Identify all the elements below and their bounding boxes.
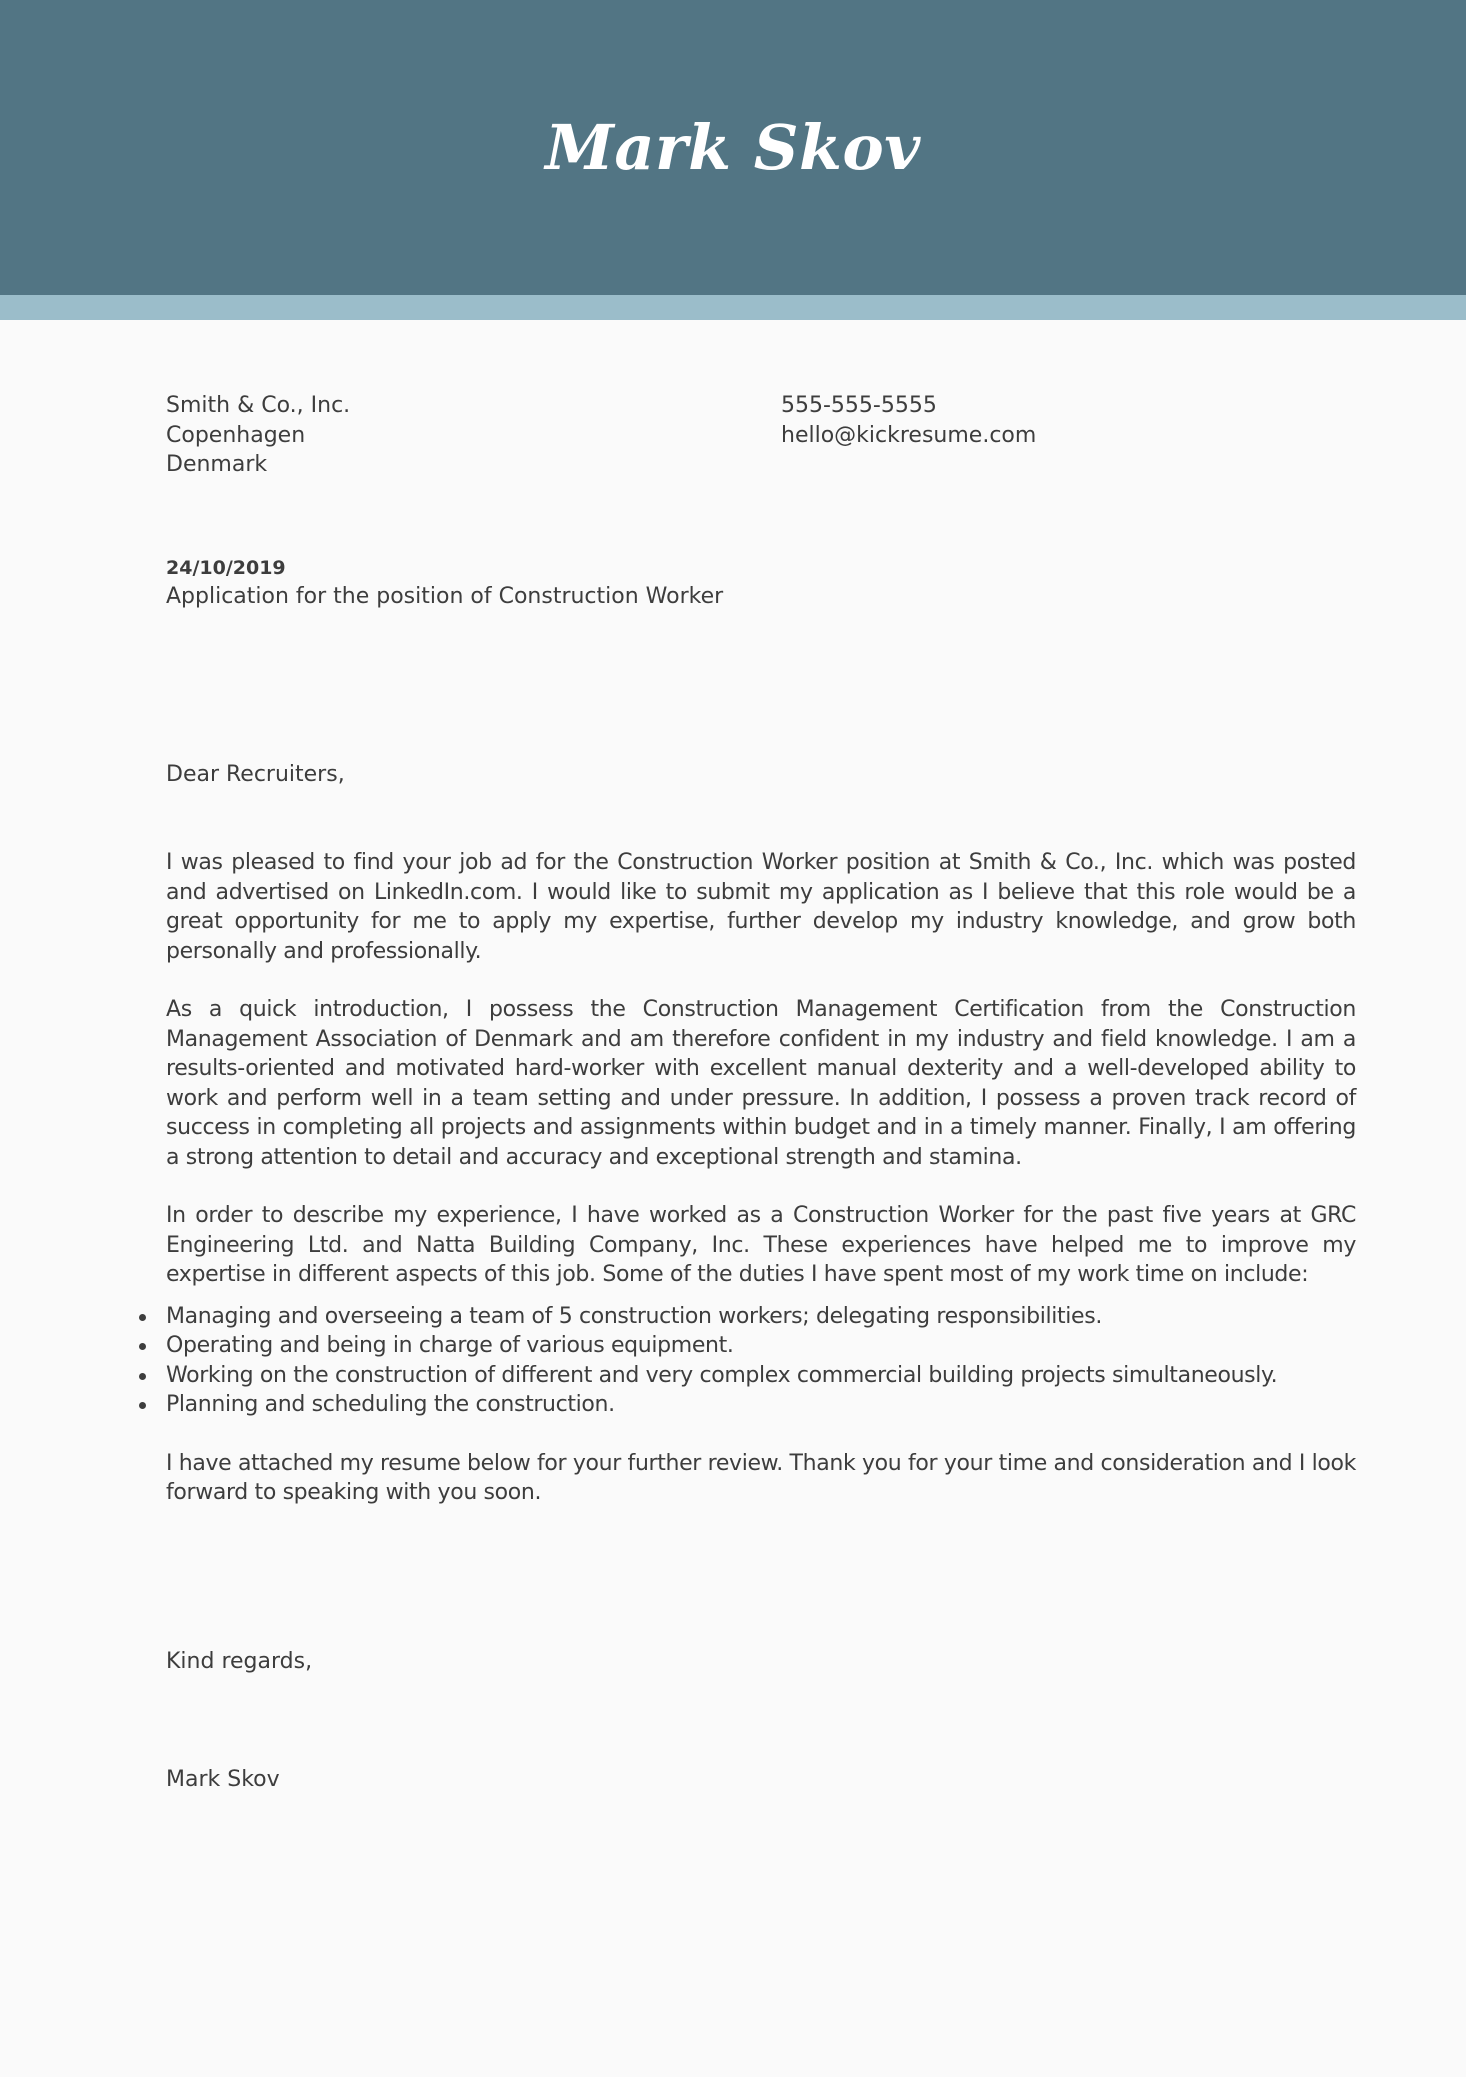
- sender-contact: [781, 391, 1036, 450]
- recipient-country: Denmark: [166, 452, 268, 477]
- final-paragraph: I have attached my resume below for your further review. Thank you for your time and consideration and I look forward to speaking with you soon.: [166, 1450, 1356, 1505]
- duty-item: [166, 1390, 1356, 1420]
- sender-phone: 555-555-5555: [781, 393, 937, 418]
- sender-email: hello@kickresume.com: [781, 422, 1037, 448]
- letter-body: [166, 848, 1356, 1537]
- duty-text: Operating and being in charge of various equipment.: [166, 1333, 734, 1358]
- bullet-icon: [139, 1373, 146, 1380]
- duty-text: Planning and scheduling the construction.: [166, 1392, 615, 1417]
- closing: Kind regards,: [166, 1649, 313, 1674]
- body-paragraph: In order to describe my experience, I have worked as a Construction Worker for the past five years at GRC Engineering Ltd. and Natta Building Company, Inc. These experiences have helped me to improve my expertise in different aspects of this job. Some of the duties I have spent most of my work time on include:: [166, 1203, 1356, 1287]
- duty-text: Managing and overseeing a team of 5 construction workers; delegating responsibilities.: [166, 1303, 1102, 1329]
- duty-text: Working on the construction of different and very complex commercial building projects simultaneously.: [166, 1362, 1278, 1388]
- duties-list: [166, 1302, 1356, 1420]
- duty-item: [166, 1302, 1356, 1332]
- accent-band: [0, 295, 1466, 320]
- duty-item: [166, 1361, 1356, 1391]
- bullet-icon: [139, 1343, 146, 1350]
- recipient-company: Smith & Co., Inc.: [166, 393, 351, 418]
- bullet-icon: [139, 1402, 146, 1409]
- letter-subject: Application for the position of Construction Worker: [166, 584, 724, 609]
- signature: Mark Skov: [166, 1767, 280, 1792]
- body-paragraph: As a quick introduction, I possess the Construction Management Certification from the Construction Management Association of Denmark and am therefore confident in my industry and field knowledge. I am a results-oriented and motivated hard-worker with excellent manual dexterity and a well-developed ability to work and perform well in a team setting and under pressure. In addition, I possess a proven track record of success in completing all projects and assignments within budget and in a timely manner. Finally, I am offering a strong attention to detail and accuracy and exceptional strength and stamina.: [166, 997, 1356, 1170]
- applicant-name: Mark Skov: [545, 111, 921, 184]
- letter-date: 24/10/2019: [166, 557, 286, 579]
- salutation: Dear Recruiters,: [166, 762, 345, 787]
- duty-item: [166, 1331, 1356, 1361]
- bullet-icon: [139, 1314, 146, 1321]
- recipient-address: [166, 391, 350, 480]
- recipient-city: Copenhagen: [166, 422, 306, 448]
- body-paragraph: I was pleased to find your job ad for the Construction Worker position at Smith & Co., Inc. which was posted and advertised on LinkedIn.com. I would like to submit my application as I believe that this role would be a great opportunity for me to apply my expertise, further develop my industry knowledge, and grow both personally and professionally.: [166, 850, 1356, 964]
